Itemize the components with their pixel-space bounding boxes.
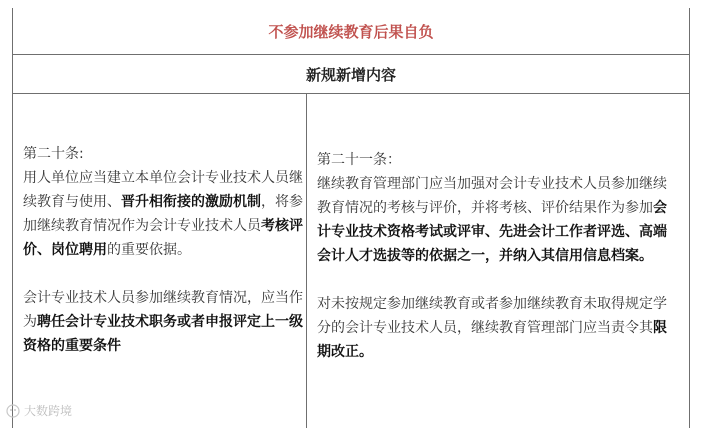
table-title: 不参加继续教育后果自负	[268, 22, 434, 41]
divider	[13, 93, 689, 94]
left-column	[23, 142, 303, 358]
content-table	[12, 8, 690, 428]
watermark-text: 大数跨境	[24, 404, 73, 418]
watermark-logo-icon	[6, 404, 20, 418]
article-20-heading: 第二十条:	[23, 146, 84, 162]
article-21-paragraph-1: 继续教育管理部门应当加强对会计专业技术人员参加继续教育情况的考核与评价，并将考核、评价结果作为参加会计专业技术资格考试或评审、先进会计工作者评选、高端会计人才选拔等的依据之一，并纳入其信用信息档案。	[317, 176, 667, 264]
article-20-paragraph-2: 会计专业技术人员参加继续教育情况，应当作为聘任会计专业技术职务或者申报评定上一级资格的重要条件	[23, 290, 303, 354]
column-divider	[306, 94, 307, 428]
right-column	[317, 148, 677, 364]
watermark	[6, 402, 72, 419]
article-21-paragraph-2: 对未按规定参加继续教育或者参加继续教育未取得规定学分的会计专业技术人员，继续教育管理部门应当责令其限期改正。	[317, 296, 667, 360]
article-20-paragraph-1: 用人单位应当建立本单位会计专业技术人员继续教育与使用、晋升相衔接的激励机制，将参加继续教育情况作为会计专业技术人员考核评价、岗位聘用的重要依据。	[23, 170, 303, 258]
article-21-heading: 第二十一条：	[317, 152, 401, 168]
table-subtitle: 新规新增内容	[305, 65, 396, 84]
